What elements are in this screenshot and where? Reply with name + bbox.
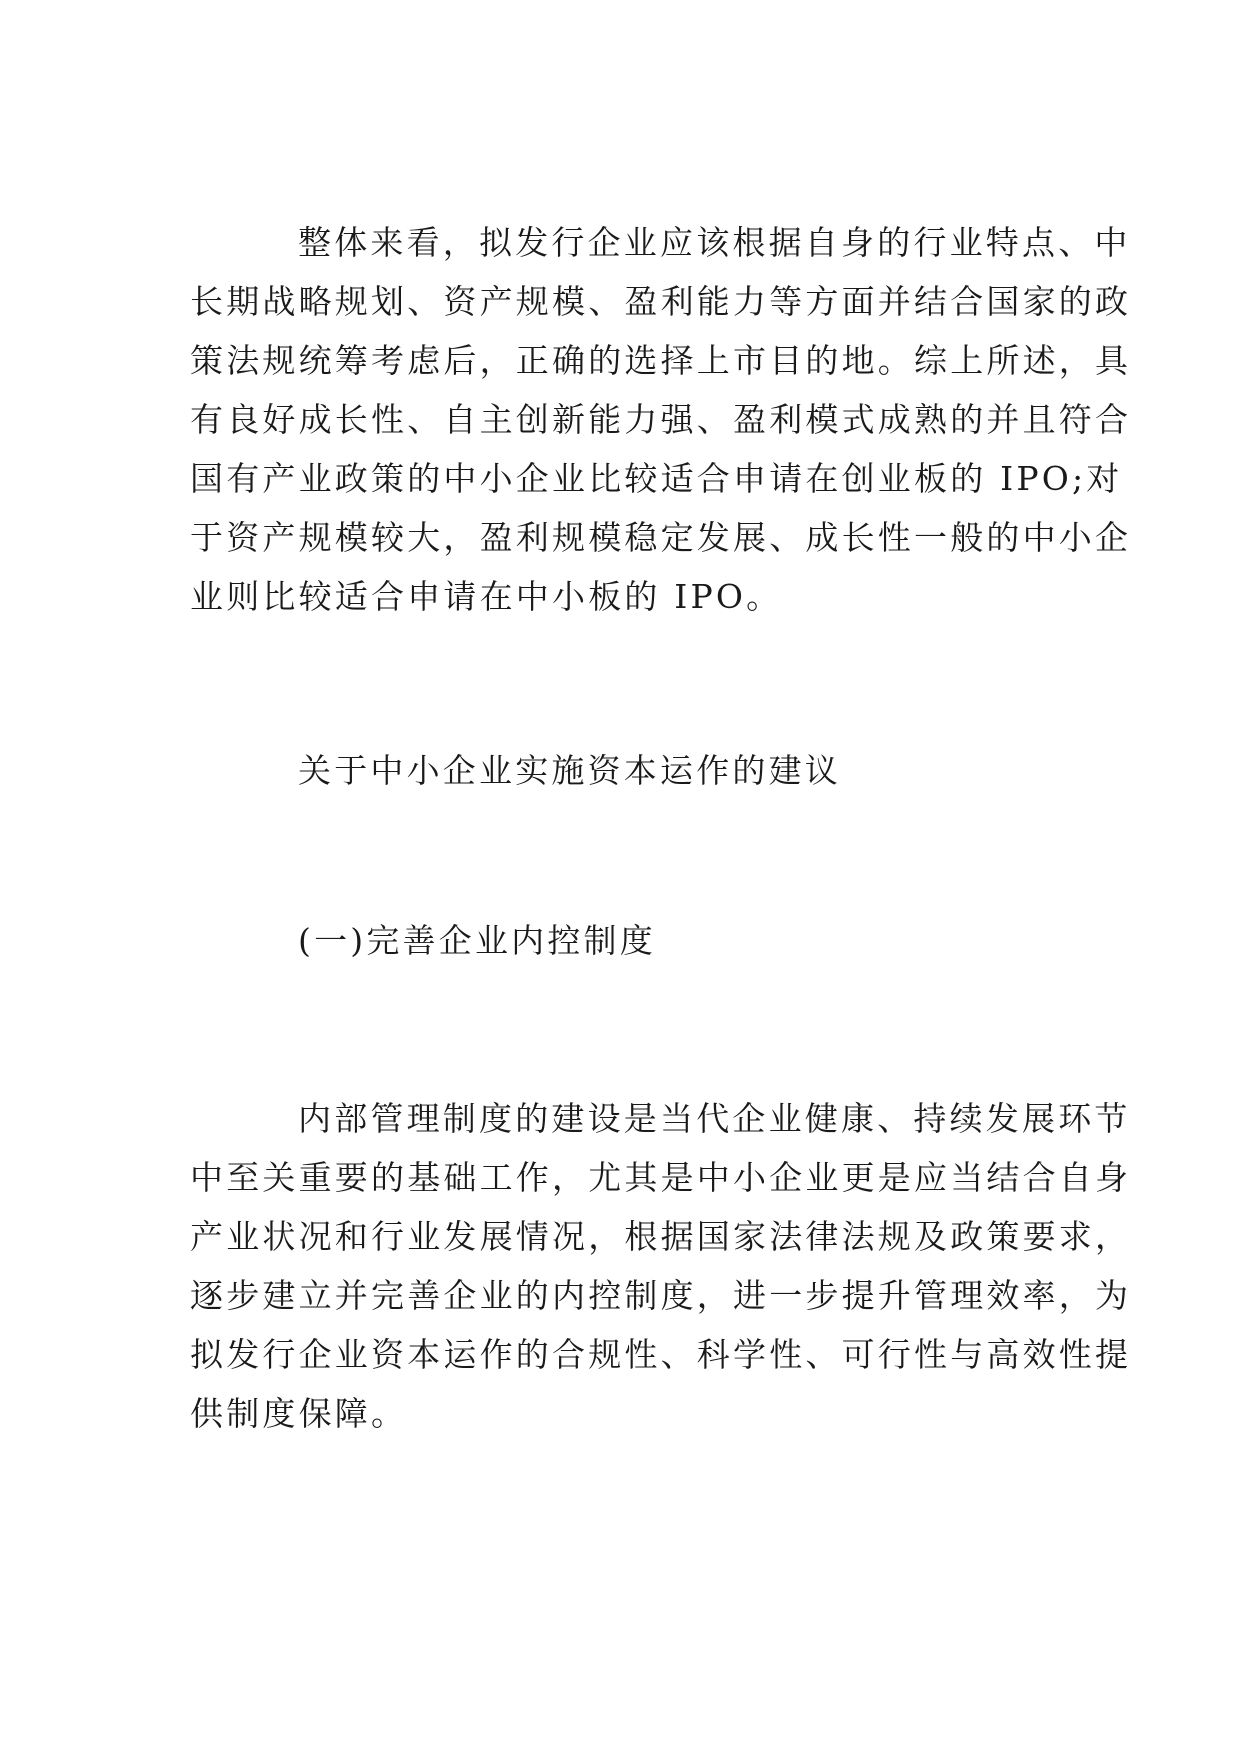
subsection-heading-container <box>190 911 1070 970</box>
paragraph-line: 供制度保障。 <box>190 1394 408 1433</box>
paragraph-line: 内部管理制度的建设是当代企业健康、持续发展环节 <box>298 1099 1131 1138</box>
paragraph-line: 长期战略规划、资产规模、盈利能力等方面并结合国家的政 <box>190 282 1132 321</box>
paragraph-line: 逐步建立并完善企业的内控制度，进一步提升管理效率，为 <box>190 1276 1132 1315</box>
paragraph-line: 国有产业政策的中小企业比较适合申请在创业板的 IPO;对 <box>190 459 1123 498</box>
paragraph-line: 于资产规模较大，盈利规模稳定发展、成长性一般的中小企 <box>190 518 1132 557</box>
paragraph-line: 拟发行企业资本运作的合规性、科学性、可行性与高效性提 <box>190 1335 1132 1374</box>
subsection-heading: (一)完善企业内控制度 <box>298 921 656 960</box>
paragraph-line: 产业状况和行业发展情况，根据国家法律法规及政策要求， <box>190 1217 1132 1256</box>
paragraph-internal-control <box>190 1089 1132 1443</box>
paragraph-line: 中至关重要的基础工作，尤其是中小企业更是应当结合自身 <box>190 1158 1132 1197</box>
section-heading: 关于中小企业实施资本运作的建议 <box>298 751 841 790</box>
paragraph-line: 有良好成长性、自主创新能力强、盈利模式成熟的并且符合 <box>190 400 1132 439</box>
paragraph-ipo-venue-summary <box>190 213 1132 626</box>
paragraph-line: 整体来看，拟发行企业应该根据自身的行业特点、中 <box>298 223 1131 262</box>
paragraph-line: 业则比较适合申请在中小板的 IPO。 <box>190 577 783 616</box>
paragraph-line: 策法规统筹考虑后，正确的选择上市目的地。综上所述，具 <box>190 341 1132 380</box>
section-heading-container <box>190 741 1070 800</box>
